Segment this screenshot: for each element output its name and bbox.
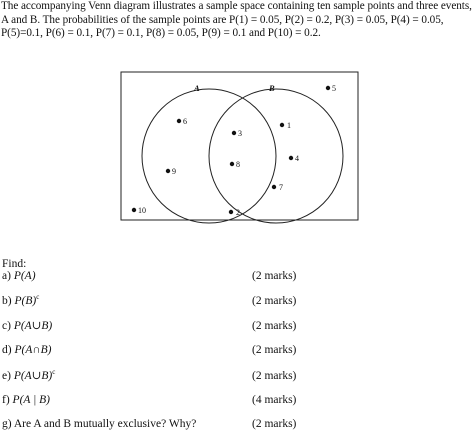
question-f (2, 392, 472, 408)
question-f-text (2, 392, 50, 408)
question-d (2, 342, 472, 358)
question-c-marks: (2 marks) (252, 320, 297, 332)
point-4-dot (289, 156, 293, 160)
question-d-letter: d) (2, 344, 12, 356)
point-5-label: 5 (332, 84, 336, 93)
point-3-dot (232, 131, 236, 135)
question-e-letter: e) (2, 370, 11, 382)
question-b-marks: (2 marks) (252, 295, 297, 307)
point-9-dot (166, 169, 170, 173)
question-g-expr: Are A and B mutually exclusive? Why? (13, 418, 197, 430)
question-b (2, 293, 472, 309)
point-5-dot (326, 86, 330, 90)
question-e (2, 368, 472, 384)
question-b-sup: c (36, 293, 40, 301)
question-b-letter: b) (2, 295, 12, 307)
point-1-label: 1 (287, 121, 291, 130)
question-e-sup: c (52, 368, 56, 376)
point-7-label: 7 (279, 183, 283, 192)
point-6-dot (177, 119, 181, 123)
question-g-letter: g) (2, 418, 12, 430)
question-g-text (2, 416, 196, 432)
question-g-marks: (2 marks) (252, 418, 297, 430)
set-b-label: B (269, 83, 275, 93)
point-10-label: 10 (138, 206, 146, 215)
question-e-marks: (2 marks) (252, 370, 297, 382)
question-c-letter: c) (2, 320, 11, 332)
point-6-label: 6 (183, 117, 187, 126)
point-10-dot (132, 208, 136, 212)
point-8-label: 8 (236, 160, 240, 169)
question-e-text (2, 368, 55, 384)
point-4-label: 4 (295, 154, 299, 163)
problem-statement: The accompanying Venn diagram illustrates a sample space containing ten sample points and three events, A and B. The probabilities of the sample points are P(1) = 0.05, P(2) = 0.2, P(3) = 0.05, P(4) = 0.05, P(5)=0.1, P(6) = 0.1, P(7) = 0.1, P(8) = 0.05, P(9) = 0.1 and P(10) = 0.2. (1, 0, 472, 40)
question-d-marks: (2 marks) (252, 344, 297, 356)
find-label: Find: (2, 258, 27, 270)
question-c-text (2, 318, 52, 334)
point-8-dot (230, 162, 234, 166)
point-9-label: 9 (172, 167, 176, 176)
set-a-label: A (194, 83, 200, 93)
question-b-expr: P(B) (14, 295, 37, 307)
point-3-label: 3 (238, 129, 242, 138)
question-a (2, 268, 472, 284)
question-a-letter: a) (2, 270, 11, 282)
point-2-label: 2 (236, 208, 240, 217)
point-1-dot (280, 123, 284, 127)
question-d-text (2, 342, 52, 358)
question-a-text (2, 268, 36, 284)
question-c (2, 318, 472, 334)
question-f-expr: P(A | B) (12, 394, 50, 406)
question-c-expr: P(A∪B) (13, 320, 53, 332)
question-b-text (2, 293, 39, 309)
question-d-expr: P(A∩B) (14, 344, 52, 356)
question-f-marks: (4 marks) (252, 394, 297, 406)
point-2-dot (229, 210, 233, 214)
question-a-marks: (2 marks) (252, 270, 297, 282)
question-g (2, 416, 472, 432)
question-f-letter: f) (2, 394, 10, 406)
question-a-expr: P(A) (13, 270, 36, 282)
question-e-expr: P(A∪B) (13, 370, 53, 382)
point-7-dot (272, 185, 276, 189)
